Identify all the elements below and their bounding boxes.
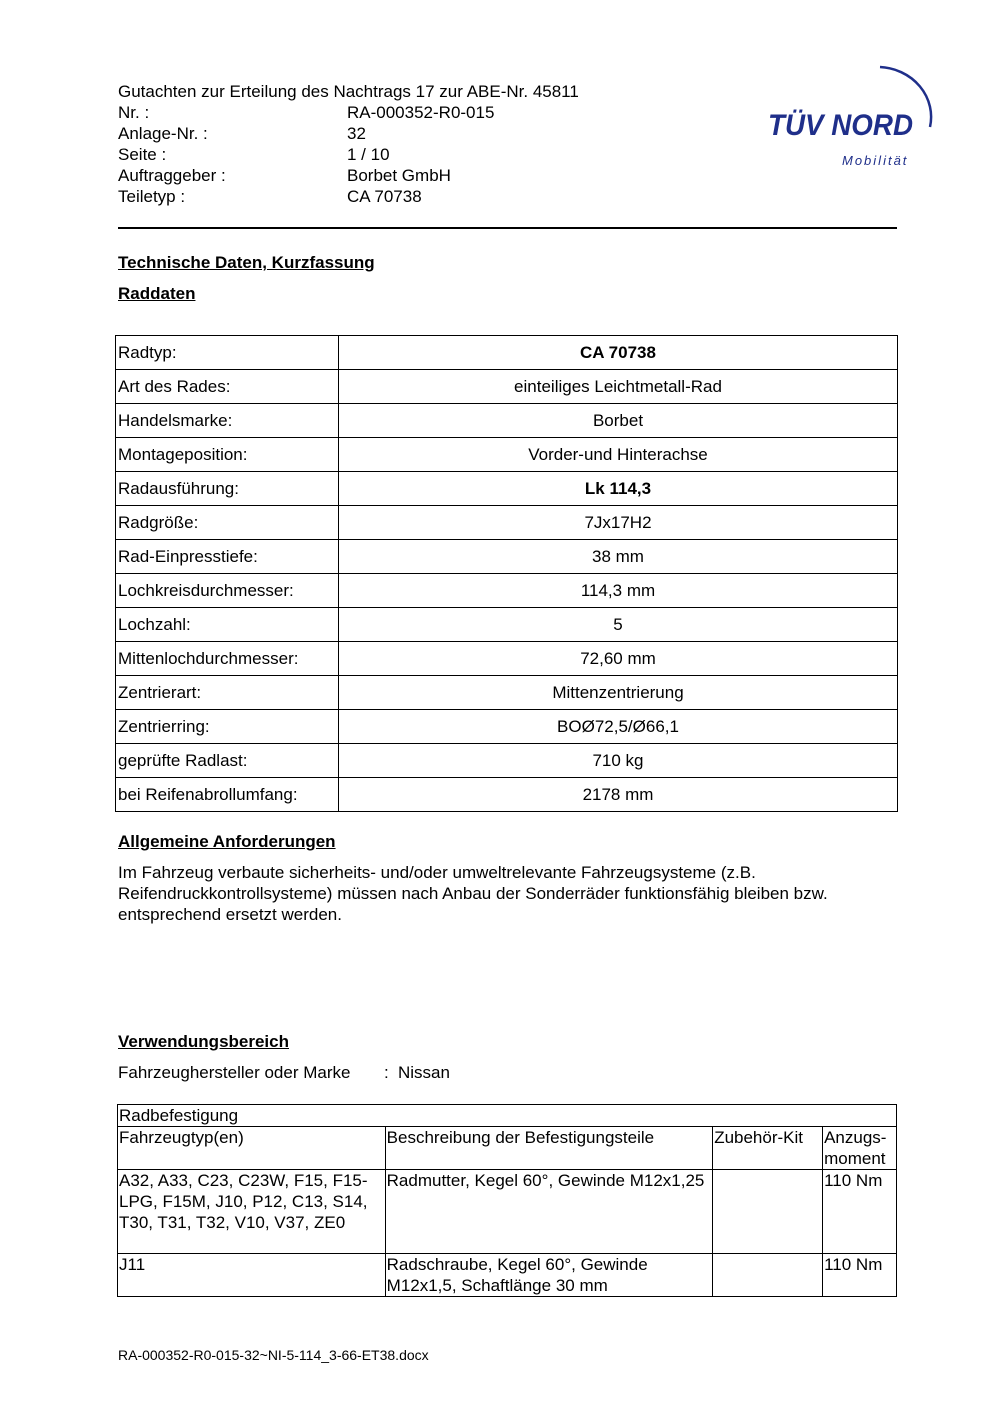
- befestigung-cell-kit: [713, 1170, 823, 1254]
- raddaten-label: Rad-Einpresstiefe:: [116, 540, 339, 574]
- raddaten-value: 72,60 mm: [339, 642, 898, 676]
- raddaten-value: BOØ72,5/Ø66,1: [339, 710, 898, 744]
- raddaten-row: [116, 778, 898, 812]
- raddaten-label: bei Reifenabrollumfang:: [116, 778, 339, 812]
- raddaten-table: [115, 335, 898, 812]
- raddaten-label: Lochkreisdurchmesser:: [116, 574, 339, 608]
- raddaten-row: [116, 744, 898, 778]
- header-value-seite: 1 / 10: [347, 145, 390, 164]
- footer-filename: RA-000352-R0-015-32~NI-5-114_3-66-ET38.docx: [118, 1347, 429, 1363]
- tuv-nord-arc-icon: [762, 55, 942, 175]
- raddaten-label: Radausführung:: [116, 472, 339, 506]
- raddaten-label: Radgröße:: [116, 506, 339, 540]
- raddaten-label: Zentrierring:: [116, 710, 339, 744]
- raddaten-value: Vorder-und Hinterachse: [339, 438, 898, 472]
- raddaten-row: [116, 506, 898, 540]
- raddaten-value: einteiliges Leichtmetall-Rad: [339, 370, 898, 404]
- raddaten-label: Art des Rades:: [116, 370, 339, 404]
- raddaten-label: geprüfte Radlast:: [116, 744, 339, 778]
- verwendung-heading: Verwendungsbereich: [118, 1032, 289, 1051]
- raddaten-value: 710 kg: [339, 744, 898, 778]
- header-label-nr: Nr. :: [118, 103, 150, 122]
- befestigung-table: [117, 1104, 897, 1297]
- befestigung-title-row: [118, 1105, 897, 1127]
- befestigung-cell-torque: 110 Nm: [823, 1254, 897, 1297]
- header-value-teiletyp: CA 70738: [347, 187, 422, 206]
- header-label-teiletyp: Teiletyp :: [118, 187, 186, 206]
- raddaten-label: Zentrierart:: [116, 676, 339, 710]
- raddaten-value: 114,3 mm: [339, 574, 898, 608]
- raddaten-label: Lochzahl:: [116, 608, 339, 642]
- raddaten-value: CA 70738: [339, 336, 898, 370]
- raddaten-row: [116, 336, 898, 370]
- raddaten-heading: Raddaten: [118, 284, 196, 303]
- section-title: Technische Daten, Kurzfassung: [118, 253, 375, 272]
- hersteller-value: Nissan: [398, 1063, 450, 1082]
- raddaten-label: Handelsmarke:: [116, 404, 339, 438]
- befestigung-cell-torque: 110 Nm: [823, 1170, 897, 1254]
- befestigung-cell-desc: Radschraube, Kegel 60°, Gewinde M12x1,5, Schaftlänge 30 mm: [385, 1254, 713, 1297]
- befestigung-cell-kit: [713, 1254, 823, 1297]
- hersteller-separator: :: [384, 1063, 389, 1082]
- header-anzugsmoment: Anzugs-moment: [823, 1127, 897, 1170]
- header-divider: [118, 227, 897, 229]
- raddaten-row: [116, 540, 898, 574]
- raddaten-label: Montageposition:: [116, 438, 339, 472]
- header-zubehoer-kit: Zubehör-Kit: [713, 1127, 823, 1170]
- raddaten-row: [116, 574, 898, 608]
- raddaten-row: [116, 676, 898, 710]
- befestigung-cell-types: J11: [118, 1254, 386, 1297]
- befestigung-title: Radbefestigung: [118, 1105, 897, 1127]
- raddaten-row: [116, 642, 898, 676]
- anforderungen-heading: Allgemeine Anforderungen: [118, 832, 336, 851]
- logo-sub-text: Mobilität: [842, 153, 909, 168]
- raddaten-value: 7Jx17H2: [339, 506, 898, 540]
- raddaten-row: [116, 710, 898, 744]
- raddaten-row: [116, 370, 898, 404]
- befestigung-row: [118, 1254, 897, 1297]
- header-label-seite: Seite :: [118, 145, 167, 164]
- header-beschreibung: Beschreibung der Befestigungsteile: [385, 1127, 713, 1170]
- befestigung-header-row: [118, 1127, 897, 1170]
- raddaten-value: 5: [339, 608, 898, 642]
- header-value-auftraggeber: Borbet GmbH: [347, 166, 451, 185]
- header-label-auftraggeber: Auftraggeber :: [118, 166, 226, 185]
- hersteller-label: Fahrzeughersteller oder Marke: [118, 1063, 351, 1082]
- raddaten-label: Mittenlochdurchmesser:: [116, 642, 339, 676]
- document-title: Gutachten zur Erteilung des Nachtrags 17 zur ABE-Nr. 45811: [118, 82, 579, 101]
- befestigung-row: [118, 1170, 897, 1254]
- tuv-nord-logo: [762, 55, 942, 175]
- raddaten-row: [116, 472, 898, 506]
- befestigung-cell-types: A32, A33, C23, C23W, F15, F15-LPG, F15M, J10, P12, C13, S14, T30, T31, T32, V10, V37, ZE0: [118, 1170, 386, 1254]
- header-value-nr: RA-000352-R0-015: [347, 103, 495, 122]
- raddaten-row: [116, 608, 898, 642]
- logo-brand-text: TÜV NORD: [768, 109, 913, 142]
- raddaten-value: Lk 114,3: [339, 472, 898, 506]
- header-fahrzeugtyp: Fahrzeugtyp(en): [118, 1127, 386, 1170]
- raddaten-value: Mittenzentrierung: [339, 676, 898, 710]
- anforderungen-text: Im Fahrzeug verbaute sicherheits- und/oder umweltrelevante Fahrzeugsysteme (z.B. Reifendruckkontrollsysteme) müssen nach Anbau der Sonderräder funktionsfähig bleiben bzw. entsprechend ersetzt werden.: [118, 863, 828, 924]
- raddaten-value: 2178 mm: [339, 778, 898, 812]
- raddaten-value: 38 mm: [339, 540, 898, 574]
- raddaten-row: [116, 438, 898, 472]
- raddaten-row: [116, 404, 898, 438]
- header-value-anlage: 32: [347, 124, 366, 143]
- raddaten-label: Radtyp:: [116, 336, 339, 370]
- raddaten-value: Borbet: [339, 404, 898, 438]
- befestigung-cell-desc: Radmutter, Kegel 60°, Gewinde M12x1,25: [385, 1170, 713, 1254]
- header-label-anlage: Anlage-Nr. :: [118, 124, 208, 143]
